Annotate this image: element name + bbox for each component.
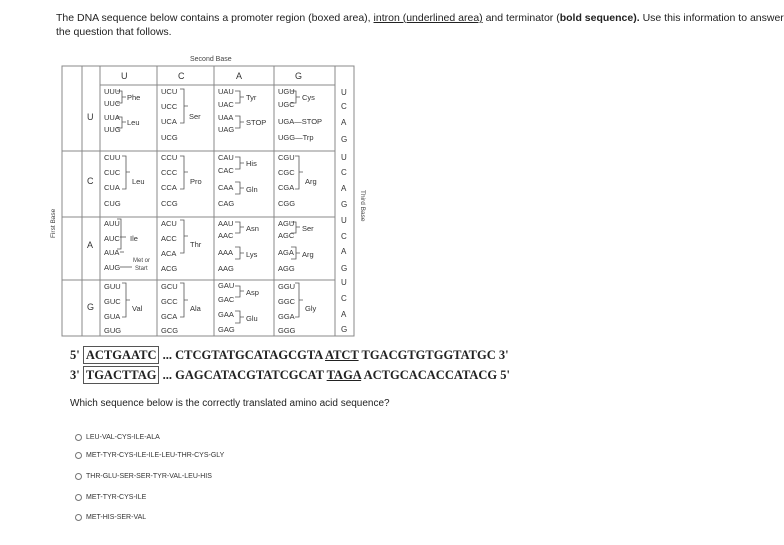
codon: CUU (104, 153, 121, 162)
row-header-u: U (87, 112, 94, 122)
row-header-a: A (87, 240, 94, 250)
codon: GCA (161, 312, 178, 321)
codon: CGA (278, 183, 295, 192)
third-base: U (341, 153, 347, 162)
codon: GAU (218, 281, 235, 290)
codon: GGC (278, 297, 296, 306)
codon: AUA (104, 248, 120, 257)
codon: UUU (104, 87, 121, 96)
codon: UGC (278, 100, 295, 109)
codon: AGC (278, 231, 295, 240)
third-base: U (341, 88, 347, 97)
third-base: C (341, 168, 347, 177)
question-text: Which sequence below is the correctly translated amino acid sequence? (70, 398, 390, 409)
intron-top: ATCT (325, 348, 359, 362)
intron-bottom: TAGA (326, 368, 362, 382)
codon: CGG (278, 199, 296, 208)
third-base: C (341, 102, 347, 111)
codon: CCA (161, 183, 177, 192)
codon: UCC (161, 102, 178, 111)
amino-acid: Tyr (246, 93, 257, 102)
promoter-bottom: TGACTTAG (83, 366, 160, 384)
third-base: A (341, 310, 347, 319)
met-label: Met or (133, 258, 151, 264)
dna-top-strand: 5' ACTGAATC ... CTCGTATGCATAGCGTA ATCT TGACGTGTGGTATGC 3' (70, 348, 509, 362)
codon: AUG (104, 263, 121, 272)
amino-acid: Leu (132, 177, 145, 186)
third-base: A (341, 118, 347, 127)
codon: CGU (278, 153, 295, 162)
third-base: C (341, 232, 347, 241)
amino-acid: Phe (127, 93, 141, 102)
codon: AAC (218, 231, 234, 240)
codon: GCC (161, 297, 178, 306)
codon: UCU (161, 87, 178, 96)
second-base-label: Second Base (190, 56, 232, 63)
radio-button[interactable] (75, 452, 82, 459)
amino-acid: Asn (246, 224, 259, 233)
codon: UAG (218, 125, 235, 134)
amino-acid: Ser (302, 224, 314, 233)
codon: UGU (278, 87, 295, 96)
amino-acid: Cys (302, 93, 315, 102)
col-header-a: A (236, 71, 243, 81)
amino-acid: Val (132, 304, 143, 313)
amino-acid: Asp (246, 288, 259, 297)
third-base: C (341, 294, 347, 303)
codon: UGG—Trp (278, 133, 314, 142)
radio-button[interactable] (75, 434, 82, 441)
codon: AUC (104, 234, 120, 243)
codon: GAA (218, 310, 234, 319)
codon: CUA (104, 183, 120, 192)
answer-option[interactable]: THR-GLU-SER-SER-TYR-VAL-LEU-HIS (75, 473, 212, 480)
codon: GGG (278, 326, 296, 335)
amino-acid: STOP (246, 118, 267, 127)
col-header-u: U (121, 71, 128, 81)
codon: CAC (218, 166, 234, 175)
third-base-label: Third Base (359, 190, 366, 222)
amino-acid: His (246, 159, 257, 168)
codon: GGU (278, 282, 296, 291)
codon: CGC (278, 168, 295, 177)
radio-button[interactable] (75, 473, 82, 480)
codon: ACU (161, 219, 177, 228)
codon: AGA (278, 248, 294, 257)
third-base: G (341, 264, 348, 273)
amino-acid: Gln (246, 185, 258, 194)
terminator-bottom: ACCATACG (426, 368, 498, 382)
codon: UCA (161, 117, 177, 126)
amino-acid: Arg (305, 177, 317, 186)
answer-option[interactable]: MET-TYR-CYS-ILE (75, 494, 146, 501)
third-base: G (341, 135, 348, 144)
terminator-top: TGGTATGC (425, 348, 496, 362)
radio-button[interactable] (75, 494, 82, 501)
col-header-g: G (295, 71, 303, 81)
codon: CCG (161, 199, 178, 208)
answer-option[interactable]: MET-TYR-CYS-ILE-ILE-LEU-THR-CYS-GLY (75, 452, 224, 459)
radio-button[interactable] (75, 514, 82, 521)
codon: CAA (218, 183, 234, 192)
amino-acid: Thr (190, 240, 202, 249)
codon: GAG (218, 325, 235, 334)
codon: UUA (104, 113, 120, 122)
codon: UCG (161, 133, 178, 142)
intro-text-line2: the question that follows. (56, 26, 172, 38)
codon: AGU (278, 219, 295, 228)
codon: ACC (161, 234, 177, 243)
answer-option[interactable]: MET-HIS-SER-VAL (75, 514, 146, 521)
amino-acid: Leu (127, 118, 140, 127)
codon: CUC (104, 168, 121, 177)
codon: UAU (218, 87, 234, 96)
amino-acid: Glu (246, 314, 258, 323)
third-base: G (341, 325, 348, 334)
third-base: G (341, 200, 348, 209)
third-base: A (341, 247, 347, 256)
codon: GGA (278, 312, 295, 321)
amino-acid: Ala (190, 304, 201, 313)
amino-acid: Gly (305, 304, 317, 313)
answer-option[interactable]: LEU-VAL-CYS-ILE-ALA (75, 434, 160, 441)
codon: UUG (104, 125, 121, 134)
codon: CCC (161, 168, 178, 177)
codon: GCU (161, 282, 178, 291)
col-header-c: C (178, 71, 185, 81)
codon: UUC (104, 99, 121, 108)
codon: GAC (218, 295, 235, 304)
codon: AAA (218, 248, 234, 257)
codon: GUU (104, 282, 121, 291)
third-base: U (341, 216, 347, 225)
amino-acid: Lys (246, 250, 258, 259)
row-header-g: G (87, 302, 95, 312)
first-base-label: First Base (50, 208, 57, 238)
codon: AUU (104, 219, 120, 228)
start-label: Start (135, 266, 148, 272)
codon: AAG (218, 264, 234, 273)
codon: GUC (104, 297, 121, 306)
codon: CAU (218, 153, 234, 162)
codon: GCG (161, 326, 179, 335)
codon: AGG (278, 264, 295, 273)
amino-acid: Arg (302, 250, 314, 259)
codon: ACA (161, 249, 177, 258)
codon: GUA (104, 312, 121, 321)
codon: AAU (218, 219, 234, 228)
codon: UGA—STOP (278, 117, 323, 126)
amino-acid: Ser (189, 112, 201, 121)
amino-acid: Ile (130, 234, 138, 243)
intro-text: The DNA sequence below contains a promoter region (boxed area), intron (underlined area) and terminator (bold sequence). Use this information to answer (56, 12, 784, 24)
promoter-top: ACTGAATC (83, 346, 160, 364)
third-base: A (341, 184, 347, 193)
codon: UAC (218, 100, 234, 109)
codon: CUG (104, 199, 121, 208)
codon: ACG (161, 264, 178, 273)
codon: CCU (161, 153, 178, 162)
third-base: U (341, 278, 347, 287)
codon: GUG (104, 326, 122, 335)
codon: CAG (218, 199, 235, 208)
amino-acid: Pro (190, 177, 202, 186)
codon: UAA (218, 113, 234, 122)
dna-bottom-strand: 3' TGACTTAG ... GAGCATACGTATCGCAT TAGA ACTGCACACCATACG 5' (70, 368, 511, 382)
row-header-c: C (87, 176, 94, 186)
